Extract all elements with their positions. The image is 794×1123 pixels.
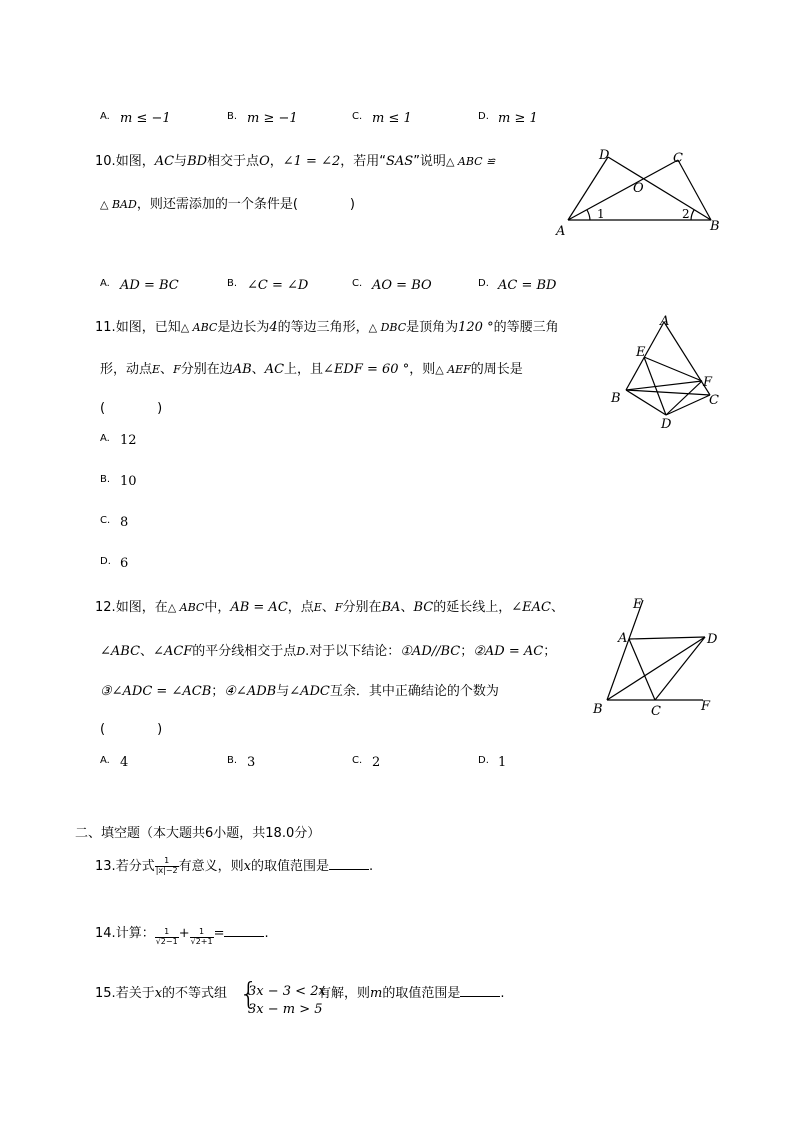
q14-text: 计算： (115, 925, 155, 941)
q14-number: 14. (95, 925, 116, 941)
q10-math: SAS (385, 154, 414, 169)
q15-math: m (370, 986, 383, 1001)
q12-text: 互余．其中正确结论的个数为 (329, 684, 499, 699)
q12-line3 (100, 680, 499, 699)
question-15 (95, 982, 227, 1001)
q12-option-c: 2 (372, 755, 381, 770)
question-14 (95, 920, 269, 947)
q10-math: △ BAD (100, 198, 137, 211)
q11-text: 形，动点 (100, 362, 153, 377)
q11-figure (606, 310, 726, 435)
q11-math: △ DBC (368, 321, 407, 334)
q12-text: 、 (321, 600, 335, 615)
q11-label-b: B (611, 391, 621, 406)
q11-math: 4 (269, 320, 278, 335)
q10-option-a-letter: A. (100, 278, 110, 289)
q11-option-a: 12 (120, 433, 137, 448)
q10-math: AC (154, 154, 175, 169)
q9-option-a: m ≤ −1 (120, 111, 171, 126)
q11-math: AB (232, 362, 252, 377)
q9-option-b-letter: B. (227, 111, 238, 122)
q10-text: 与 (174, 154, 188, 169)
q11-label-c: C (709, 393, 719, 408)
q11-text: 是边长为 (217, 320, 270, 335)
q11-label-e: E (636, 345, 646, 360)
q12-math: ②AD = AC (473, 644, 544, 659)
q11-option-d-letter: D. (100, 556, 111, 567)
q12-option-b-letter: B. (227, 755, 238, 766)
q12-math: ①AD//BC (400, 644, 461, 659)
q14-equals: = (213, 925, 225, 941)
q12-label-c: C (651, 704, 661, 719)
q11-text: 的等腰三角 (493, 320, 559, 335)
q11-text: 如图，已知 (115, 320, 181, 335)
q12-text: 分别在 (342, 600, 382, 615)
q13-fraction-numerator: 1 (155, 857, 179, 867)
q10-option-b-letter: B. (227, 278, 238, 289)
q12-math: E (313, 601, 322, 614)
q10-math: ∠1 = ∠2 (282, 154, 341, 169)
q14-fraction-1-numerator: 1 (155, 928, 179, 938)
q11-option-b-letter: B. (100, 474, 111, 485)
q15-period: . (500, 986, 505, 1001)
q11-line2 (100, 358, 523, 377)
q13-math: x (243, 859, 251, 874)
q10-option-b: ∠C = ∠D (247, 278, 309, 293)
q15-system-line-2: 3x − m > 5 (248, 1002, 323, 1017)
q14-answer-blank[interactable] (224, 924, 264, 937)
q10-label-2: 2 (682, 207, 690, 221)
q11-text: 、 (251, 362, 265, 377)
q12-math: ④∠ADB (224, 684, 277, 699)
q12-math: BC (413, 600, 434, 615)
q13-period: . (369, 859, 374, 874)
question-13 (95, 855, 373, 876)
q15-text: 的取值范围是 (382, 986, 461, 1001)
q10-label-d: D (599, 148, 610, 163)
q12-math: ∠ADC (289, 684, 330, 699)
q10-label-c: C (673, 151, 683, 166)
q12-line1 (95, 596, 564, 615)
q15-text: 若关于 (115, 986, 155, 1001)
q10-number: 10. (95, 154, 116, 169)
q11-label-d: D (661, 417, 672, 432)
q13-number: 13. (95, 859, 116, 874)
q10-text: ，则还需添加的一个条件是( ) (136, 197, 355, 212)
q12-option-c-letter: C. (352, 755, 363, 766)
q14-fraction-2-denominator: √2+1 (190, 936, 213, 946)
q13-fraction-denominator: |x|−2 (155, 866, 178, 875)
q15-tail (318, 982, 505, 1001)
q12-label-d: D (707, 632, 718, 647)
q15-system-line-1: 3x − 3 < 2x (248, 984, 326, 999)
q12-math: △ ABC (167, 601, 205, 614)
q11-text: 分别在边 (180, 362, 233, 377)
q14-fraction-1-denominator: √2−1 (155, 936, 178, 946)
q11-answer-paren: ( ) (100, 401, 163, 416)
q12-text: 、 (140, 644, 154, 659)
q12-option-d: 1 (498, 755, 507, 770)
q10-text: 如图， (115, 154, 155, 169)
q10-figure (548, 140, 728, 240)
q11-math: F (173, 363, 181, 376)
q11-text: 的等边三角形， (277, 320, 369, 335)
q11-option-b: 10 (120, 474, 137, 489)
q13-text: 的取值范围是 (250, 859, 329, 874)
q11-text: 是顶角为 (406, 320, 459, 335)
q15-text: 有解，则 (318, 986, 371, 1001)
q15-number: 15. (95, 986, 116, 1001)
q11-math: △ ABC (180, 321, 218, 334)
q14-plus: + (178, 925, 190, 941)
q12-math: D (296, 645, 306, 658)
q14-fraction-2 (190, 928, 214, 947)
q10-text: ，若用“ (340, 154, 386, 169)
q12-math: F (334, 601, 343, 614)
q12-text: 、 (400, 600, 414, 615)
q12-text: ； (211, 684, 225, 699)
q11-math: ∠EDF = 60 ° (323, 362, 410, 377)
q12-label-b: B (593, 702, 603, 717)
q9-option-c: m ≤ 1 (372, 111, 412, 126)
q12-option-a: 4 (120, 755, 129, 770)
q12-text: ，点 (287, 600, 314, 615)
q15-system-brace: { (239, 977, 259, 1012)
q12-label-f: F (701, 699, 711, 714)
q10-option-c-letter: C. (352, 278, 363, 289)
q11-option-a-letter: A. (100, 433, 110, 444)
q11-math: E (152, 363, 161, 376)
q10-text: ， (269, 154, 283, 169)
section-2-title: 二、填空题（本大题共6小题，共18.0分） (75, 826, 321, 841)
q10-label-a: A (556, 224, 566, 239)
q12-option-d-letter: D. (478, 755, 489, 766)
q11-math: 120 ° (458, 320, 494, 335)
q12-line2 (100, 640, 556, 659)
q12-math: ∠ACF (153, 644, 193, 659)
q12-math: ∠EAC (511, 600, 551, 615)
q12-math: BA (381, 600, 401, 615)
q9-option-a-letter: A. (100, 111, 110, 122)
q12-label-a: A (618, 631, 628, 646)
q12-figure (585, 592, 725, 722)
q10-option-a: AD = BC (120, 278, 179, 293)
q14-period: . (264, 925, 269, 941)
q15-math: x (154, 986, 163, 1001)
q10-option-d-letter: D. (478, 278, 489, 289)
q15-text: 的不等式组 (162, 986, 228, 1001)
q12-math: AB = AC (230, 600, 288, 615)
q12-text: ； (543, 644, 557, 659)
q9-option-b: m ≥ −1 (247, 111, 298, 126)
q9-option-d: m ≥ 1 (498, 111, 538, 126)
q11-line1 (95, 316, 559, 335)
q10-math: BD (187, 154, 208, 169)
q12-text: .对于以下结论： (305, 644, 401, 659)
q10-option-d: AC = BD (498, 278, 557, 293)
q12-math: ③∠ADC = ∠ACB (100, 684, 212, 699)
q10-label-b: B (710, 219, 720, 234)
q11-text: 、 (160, 362, 174, 377)
q12-math: ∠ABC (100, 644, 141, 659)
q13-fraction (155, 857, 179, 876)
q11-number: 11. (95, 320, 116, 335)
q11-option-d: 6 (120, 556, 129, 571)
q12-number: 12. (95, 600, 116, 615)
q11-label-a: A (660, 314, 670, 329)
q14-fraction-2-numerator: 1 (190, 928, 214, 938)
q12-option-a-letter: A. (100, 755, 110, 766)
q12-text: 中， (204, 600, 231, 615)
q11-text: 上，且 (284, 362, 324, 377)
q13-text: 有意义，则 (178, 859, 244, 874)
q10-text: 相交于点 (207, 154, 260, 169)
q13-text: 若分式 (115, 859, 155, 874)
q12-text: 如图，在 (115, 600, 168, 615)
q9-option-c-letter: C. (352, 111, 363, 122)
q10-label-o: O (633, 181, 644, 196)
q11-option-c: 8 (120, 515, 129, 530)
q12-text: ； (460, 644, 474, 659)
q11-math: △ AEF (435, 363, 471, 376)
q10-text: ”说明 (413, 154, 446, 169)
q12-text: 与 (276, 684, 290, 699)
q12-text: 的延长线上， (433, 600, 512, 615)
q10-math: △ ABC ≌ (445, 155, 496, 168)
q11-math: AC (264, 362, 285, 377)
q14-fraction-1 (155, 928, 179, 947)
q9-option-d-letter: D. (478, 111, 489, 122)
q12-option-b: 3 (247, 755, 256, 770)
q13-answer-blank[interactable] (329, 857, 369, 870)
q10-math: O (259, 154, 270, 169)
q11-label-f: F (703, 375, 713, 390)
q12-answer-paren: ( ) (100, 722, 163, 737)
q10-option-c: AO = BO (372, 278, 432, 293)
q10-line1 (95, 150, 495, 169)
q11-option-c-letter: C. (100, 515, 111, 526)
q10-label-1: 1 (597, 207, 605, 221)
q10-line2 (100, 193, 355, 212)
q11-text: ，则 (409, 362, 436, 377)
q15-answer-blank[interactable] (460, 984, 500, 997)
q12-text: 、 (550, 600, 564, 615)
q12-label-e: E (633, 597, 643, 612)
q12-text: 的平分线相交于点 (192, 644, 297, 659)
q11-text: 的周长是 (470, 362, 523, 377)
